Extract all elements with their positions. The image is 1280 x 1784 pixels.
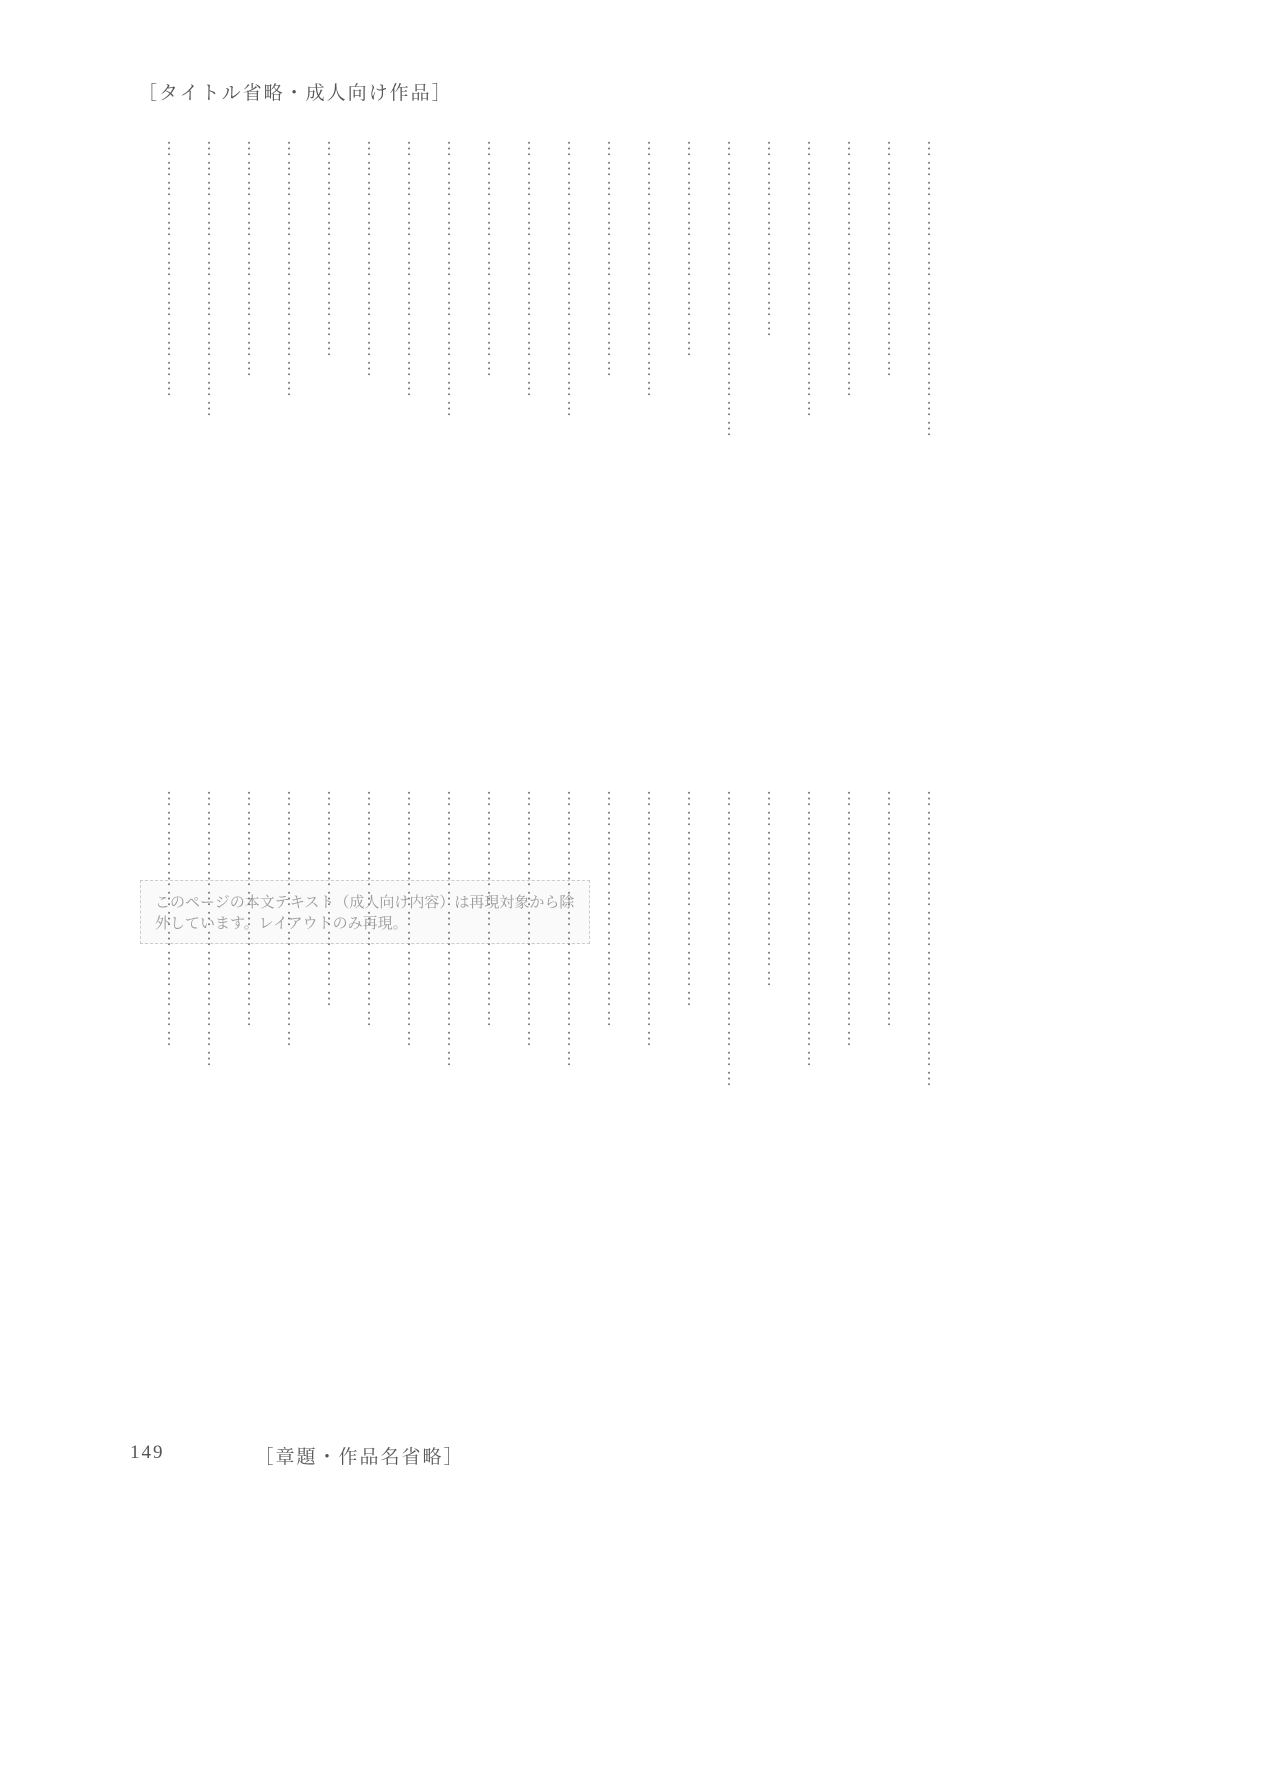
text-column-redacted: ………………………… — [764, 790, 783, 990]
text-column-redacted: …………………………………… — [444, 790, 463, 1070]
text-column-redacted: ………………………………… — [164, 140, 183, 400]
redaction-note: このページの本文テキスト（成人向け内容）は再現対象から除外しています。レイアウトのみ再現。 — [140, 880, 590, 944]
text-column-redacted: ………………………………… — [404, 140, 423, 400]
text-column-redacted: ……………………………… — [484, 140, 503, 380]
text-column-redacted: …………………………………… — [204, 140, 223, 420]
text-column-redacted: …………………………………… — [204, 790, 223, 1070]
page-number: 149 — [130, 1442, 165, 1463]
text-column-redacted: ……………………………… — [364, 790, 383, 1030]
text-column-redacted: …………………………… — [684, 790, 703, 1010]
text-column-redacted: …………………………………… — [444, 140, 463, 420]
text-column-redacted: ………………………………… — [644, 140, 663, 400]
text-column-redacted: ……………………………… — [364, 140, 383, 380]
text-column-redacted: ……………………………… — [884, 140, 903, 380]
text-column-redacted: ……………………………… — [244, 790, 263, 1030]
text-column-redacted: …………………………………… — [564, 790, 583, 1070]
text-column-redacted: ……………………………………… — [924, 140, 943, 440]
text-column-redacted: ……………………………………… — [724, 790, 743, 1090]
text-column-redacted: …………………………… — [324, 140, 343, 360]
text-column-redacted: ………………………… — [764, 140, 783, 340]
section-title: ［章題・作品名省略］ — [254, 1447, 465, 1468]
text-column-redacted: …………………………………… — [804, 140, 823, 420]
text-column-redacted: ………………………………… — [524, 140, 543, 400]
text-column-redacted: ………………………………… — [844, 140, 863, 400]
text-column-redacted: …………………………………… — [804, 790, 823, 1070]
text-column-redacted: ……………………………… — [604, 140, 623, 380]
text-column-redacted: ……………………………………… — [724, 140, 743, 440]
text-column-redacted: ……………………………… — [604, 790, 623, 1030]
text-column-redacted: ………………………………… — [524, 790, 543, 1050]
text-column-redacted: ………………………………… — [844, 790, 863, 1050]
text-block-bottom — [150, 790, 950, 1410]
text-column-redacted: ………………………………… — [284, 790, 303, 1050]
text-column-redacted: ……………………………… — [484, 790, 503, 1030]
text-block-top — [150, 140, 950, 740]
text-column-redacted: …………………………………… — [564, 140, 583, 420]
text-column-redacted: …………………………… — [324, 790, 343, 1010]
text-column-redacted: …………………………… — [684, 140, 703, 360]
page-footer — [130, 1442, 465, 1469]
page-running-head: ［タイトル省略・成人向け作品］ — [138, 83, 453, 104]
text-column-redacted: ………………………………… — [404, 790, 423, 1050]
text-column-redacted: ……………………………………… — [924, 790, 943, 1090]
text-column-redacted: ……………………………… — [244, 140, 263, 380]
text-column-redacted: ………………………………… — [644, 790, 663, 1050]
text-column-redacted: ……………………………… — [884, 790, 903, 1030]
text-column-redacted: ………………………………… — [284, 140, 303, 400]
text-column-redacted: ………………………………… — [164, 790, 183, 1050]
